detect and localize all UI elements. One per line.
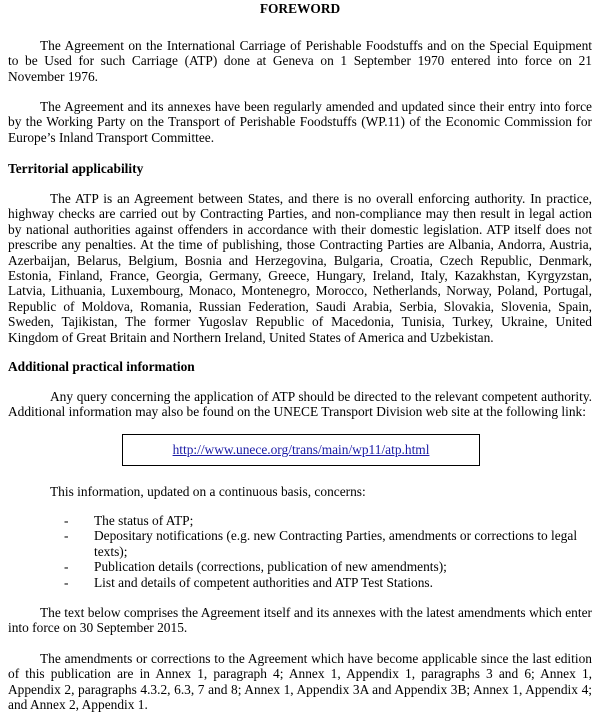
link-box	[122, 434, 480, 466]
list-marker: -	[64, 559, 69, 575]
closing-paragraph-1: The text below comprises the Agreement itself and its annexes with the latest amendments which enter into force on 30 September 2015.	[8, 605, 592, 636]
list-marker: -	[64, 528, 69, 544]
concerns-list	[64, 513, 592, 590]
atp-website-link[interactable]: http://www.unece.org/trans/main/wp11/atp.html	[172, 442, 430, 458]
intro-paragraph-2: The Agreement and its annexes have been regularly amended and updated since their entry into force by the Working Party on the Transport of Perishable Foodstuffs (WP.11) of the Economic Commission for Europe’s Inland Transport Committee.	[8, 99, 592, 145]
intro-paragraph-1: The Agreement on the International Carriage of Perishable Foodstuffs and on the Special Equipment to be Used for such Carriage (ATP) done at Geneva on 1 September 1970 entered into force on 21 November 1976.	[8, 38, 592, 84]
territorial-paragraph: The ATP is an Agreement between States, and there is no overall enforcing authority. In practice, highway checks are carried out by Contracting Parties, and non-compliance may then result in legal action by national authorities against offenders in accordance with their domestic legislation. ATP itself does not prescribe any penalties. At the time of publishing, those Contracting Parties are Albania, Andorra, Austria, Azerbaijan, Belarus, Belgium, Bosnia and Herzegovina, Bulgaria, Croatia, Czech Republic, Denmark, Estonia, Finland, France, Georgia, Germany, Greece, Hungary, Ireland, Italy, Kazakhstan, Kyrgyzstan, Latvia, Lithuania, Luxembourg, Monaco, Montenegro, Morocco, Netherlands, Norway, Poland, Portugal, Republic of Moldova, Romania, Russian Federation, Saudi Arabia, Serbia, Slovakia, Slovenia, Spain, Sweden, Tajikistan, The former Yugoslav Republic of Macedonia, Tunisia, Turkey, Ukraine, United Kingdom of Great Britain and Northern Ireland, United States of America and Uzbekistan.	[8, 191, 592, 345]
list-item: - Depositary notifications (e.g. new Contracting Parties, amendments or corrections to legal texts);	[64, 528, 578, 559]
closing-paragraph-2: The amendments or corrections to the Agreement which have become applicable since the last edition of this publication are in Annex 1, paragraph 4; Annex 1, Appendix 1, paragraphs 3 and 6; Annex 1, Appendix 2, paragraphs 4.3.2, 6.3, 7 and 8; Annex 1, Appendix 3A and Appendix 3B; Annex 1, Appendix 4; and Annex 2, Appendix 1.	[8, 651, 592, 713]
concerns-intro: This information, updated on a continuous basis, concerns:	[50, 484, 366, 499]
additional-heading: Additional practical information	[8, 359, 195, 374]
list-item: - List and details of competent authorities and ATP Test Stations.	[64, 574, 433, 590]
list-item: - The status of ATP;	[64, 513, 194, 528]
list-marker: -	[64, 513, 69, 528]
territorial-heading: Territorial applicability	[8, 161, 144, 176]
additional-paragraph: Any query concerning the application of ATP should be directed to the relevant competent authority. Additional information may also be found on the UNECE Transport Division web site at the following link:	[8, 389, 592, 420]
page-title: FOREWORD	[259, 1, 341, 16]
list-item: - Publication details (corrections, publication of new amendments);	[64, 559, 447, 575]
list-marker: -	[64, 574, 69, 590]
